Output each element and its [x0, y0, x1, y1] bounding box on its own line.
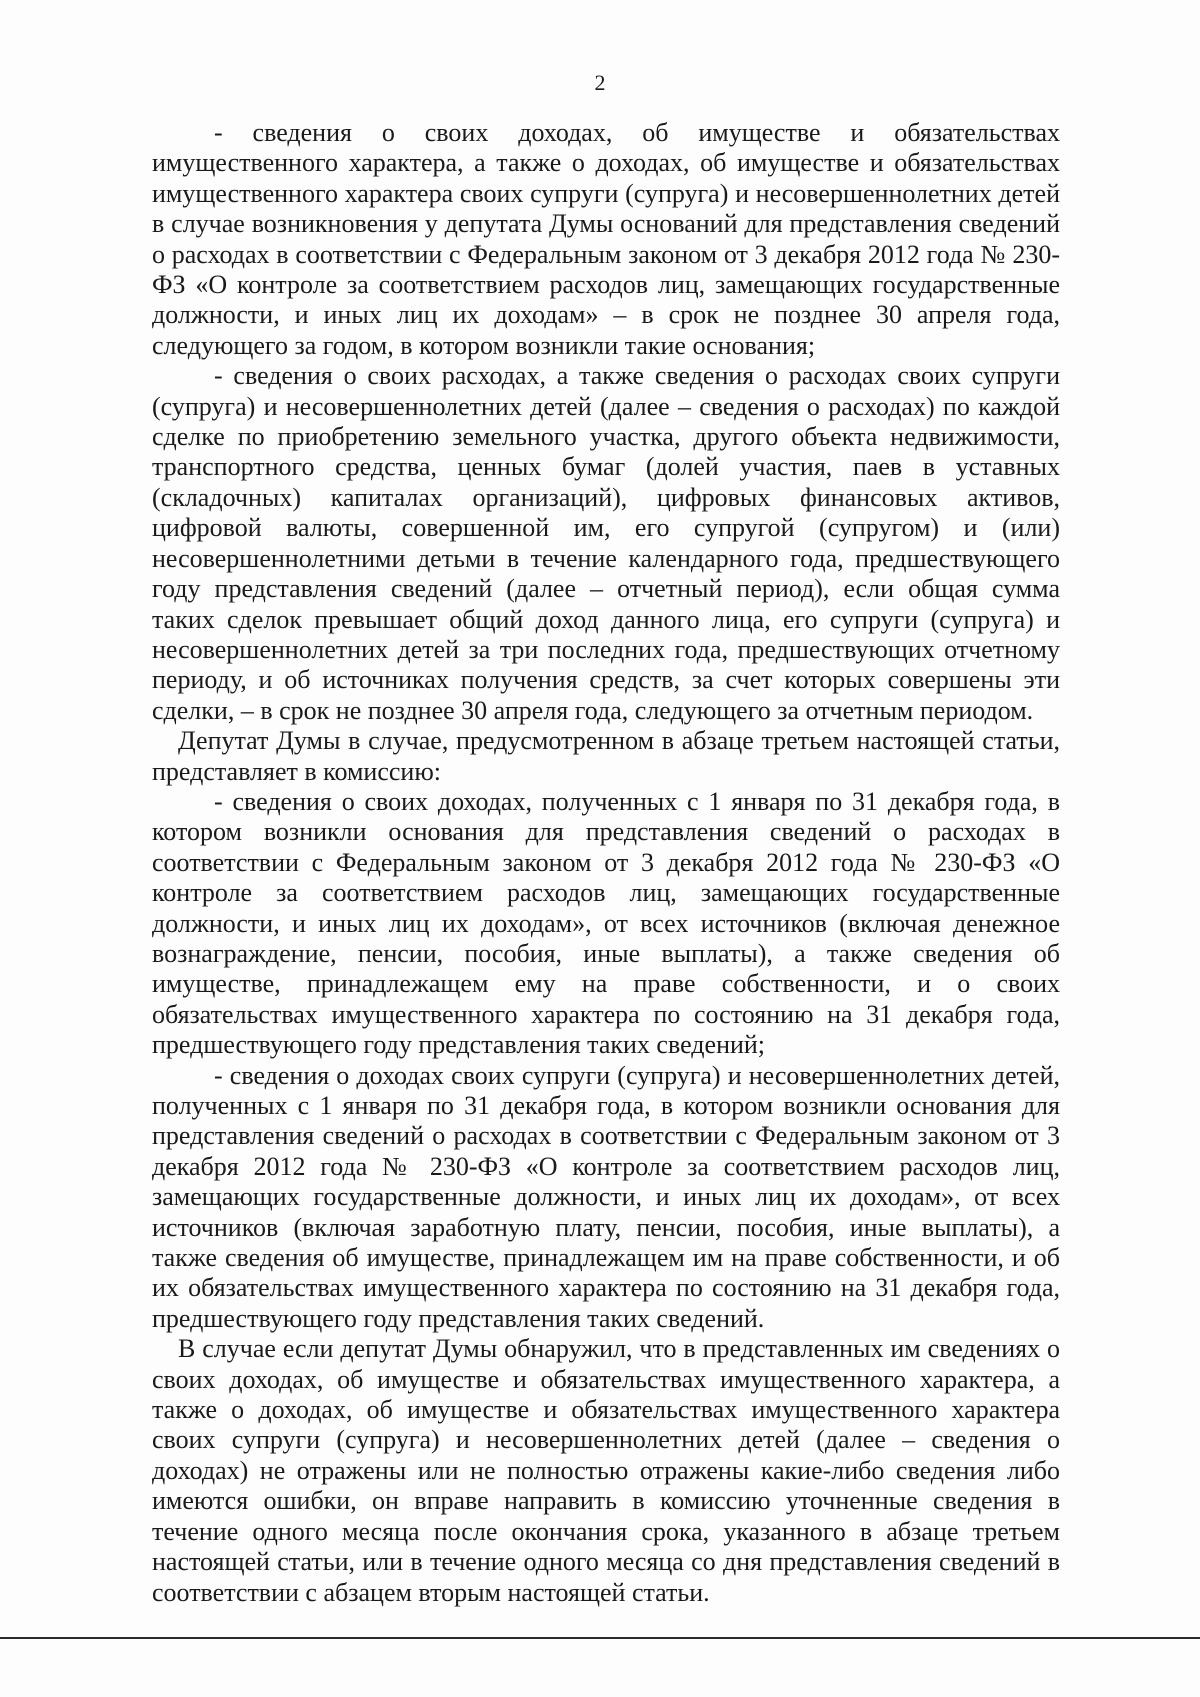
paragraph-expense-info: - сведения о своих расходах, а также сведения о расходах своих супруги (супруга) и несовершеннолетних детей (далее – сведения о расходах) по каждой сделке по приобретению земельного участка, другого объекта недвижимости, транспортного средства, ценных бумаг (долей участия, паев в уставных (складочных) капиталах организаций), цифровых финансовых активов, цифровой валюты, совершенной им, его супругой (супругом) и (или) несовершеннолетними детьми в течение календарного года, предшествующего году представления сведений (далее – отчетный период), если общая сумма таких сделок превышает общий доход данного лица, его супруги (супруга) и несовершеннолетних детей за три последних года, предшествующих отчетному периоду, и об источниках получения средств, за счет которых совершены эти сделки, – в срок не позднее 30 апреля года, следующего за отчетным периодом.	[152, 361, 1060, 725]
document-body	[152, 118, 1060, 1608]
page-number: 2	[594, 70, 606, 95]
paragraph-income-info: - сведения о своих доходах, об имуществе и обязательствах имущественного характера, а также о доходах, об имуществе и обязательствах имущественного характера своих супруги (супруга) и несовершеннолетних детей в случае возникновения у депутата Думы оснований для представления сведений о расходах в соответствии с Федеральным законом от 3 декабря 2012 года № 230-ФЗ «О контроле за соответствием расходов лиц, замещающих государственные должности, и иных лиц их доходам» – в срок не позднее 30 апреля года, следующего за годом, в котором возникли такие основания;	[152, 118, 1060, 360]
paragraph-family-income: - сведения о доходах своих супруги (супруга) и несовершеннолетних детей, полученных с 1 января по 31 декабря года, в котором возникли основания для представления сведений о расходах в соответствии с Федеральным законом от 3 декабря 2012 года № 230-ФЗ «О контроле за соответствием расходов лиц, замещающих государственные должности, и иных лиц их доходам», от всех источников (включая заработную плату, пенсии, пособия, иные выплаты), а также сведения об имуществе, принадлежащем им на праве собственности, и об их обязательствах имущественного характера по состоянию на 31 декабря года, предшествующего году представления таких сведений.	[152, 1060, 1060, 1333]
paragraph-deputy-submits: Депутат Думы в случае, предусмотренном в абзаце третьем настоящей статьи, представляет в комиссию:	[152, 726, 1060, 786]
paragraph-corrections: В случае если депутат Думы обнаружил, что в представленных им сведениях о своих доходах, об имуществе и обязательствах имущественного характера, а также о доходах, об имуществе и обязательствах имущественного характера своих супруги (супруга) и несовершеннолетних детей (далее – сведения о доходах) не отражены или не полностью отражены какие-либо сведения либо имеются ошибки, он вправе направить в комиссию уточненные сведения в течение одного месяца после окончания срока, указанного в абзаце третьем настоящей статьи, или в течение одного месяца со дня представления сведений в соответствии с абзацем вторым настоящей статьи.	[152, 1334, 1060, 1607]
paragraph-own-income: - сведения о своих доходах, полученных с 1 января по 31 декабря года, в котором возникли основания для представления сведений о расходах в соответствии с Федеральным законом от 3 декабря 2012 года № 230-ФЗ «О контроле за соответствием расходов лиц, замещающих государственные должности, и иных лиц их доходам», от всех источников (включая денежное вознаграждение, пенсии, пособия, иные выплаты), а также сведения об имуществе, принадлежащем ему на праве собственности, и о своих обязательствах имущественного характера по состоянию на 31 декабря года, предшествующего году представления таких сведений;	[152, 786, 1060, 1060]
bottom-divider	[0, 1637, 1200, 1639]
